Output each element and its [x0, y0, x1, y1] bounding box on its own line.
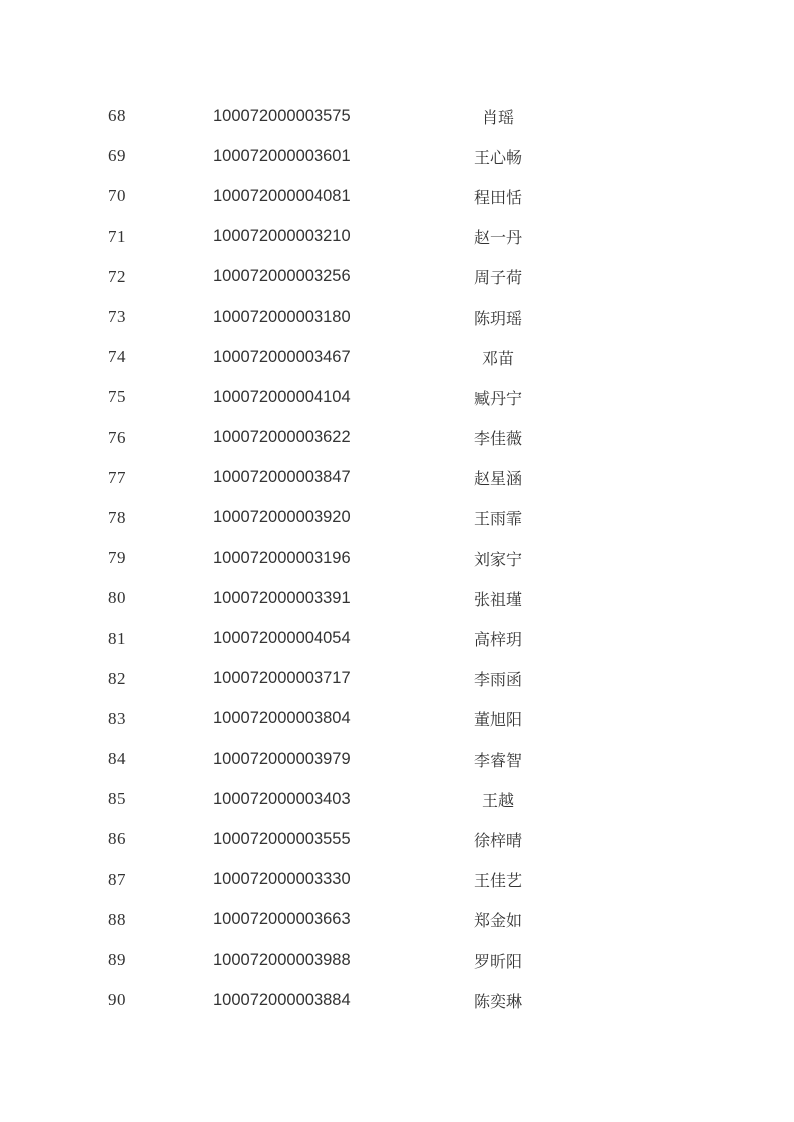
- candidate-id-cell: 100072000003601: [213, 146, 351, 165]
- candidate-name-cell: 董旭阳: [473, 712, 522, 730]
- table-row: [0, 337, 794, 377]
- row-number-cell: 87: [108, 869, 126, 889]
- table-row: [0, 659, 794, 699]
- row-number-cell: 84: [108, 749, 126, 769]
- candidate-name-cell: 赵星涵: [473, 471, 522, 489]
- row-number-cell: 86: [108, 829, 126, 849]
- row-number-cell: 83: [108, 708, 126, 728]
- row-number-cell: 85: [108, 789, 126, 809]
- roster-table: [0, 96, 794, 1020]
- row-number-cell: 90: [108, 990, 126, 1010]
- candidate-id-cell: 100072000003847: [213, 468, 351, 487]
- candidate-id-cell: 100072000003884: [213, 990, 351, 1009]
- candidate-id-cell: 100072000003467: [213, 347, 351, 366]
- table-row: [0, 297, 794, 337]
- candidate-name-cell: 王心畅: [473, 149, 522, 167]
- row-number-cell: 70: [108, 186, 126, 206]
- candidate-id-cell: 100072000003196: [213, 548, 351, 567]
- candidate-name-cell: 周子荷: [473, 270, 522, 288]
- candidate-name-cell: 刘家宁: [473, 551, 522, 569]
- candidate-name-cell: 陈玥瑶: [473, 310, 522, 328]
- candidate-id-cell: 100072000003988: [213, 950, 351, 969]
- row-number-cell: 71: [108, 226, 126, 246]
- table-row: [0, 618, 794, 658]
- candidate-id-cell: 100072000003403: [213, 789, 351, 808]
- candidate-id-cell: 100072000004081: [213, 186, 351, 205]
- row-number-cell: 80: [108, 588, 126, 608]
- table-row: [0, 498, 794, 538]
- table-row: [0, 176, 794, 216]
- candidate-name-cell: 李雨函: [473, 672, 522, 690]
- candidate-name-cell: 郑金如: [473, 913, 522, 931]
- row-number-cell: 88: [108, 909, 126, 929]
- candidate-id-cell: 100072000003979: [213, 749, 351, 768]
- table-row: [0, 578, 794, 618]
- candidate-name-cell: 肖瑶: [481, 109, 514, 127]
- candidate-id-cell: 100072000003256: [213, 267, 351, 286]
- row-number-cell: 68: [108, 106, 126, 126]
- table-row: [0, 136, 794, 176]
- table-row: [0, 377, 794, 417]
- candidate-name-cell: 罗昕阳: [473, 953, 522, 971]
- row-number-cell: 73: [108, 307, 126, 327]
- candidate-name-cell: 程田恬: [473, 189, 522, 207]
- table-row: [0, 940, 794, 980]
- candidate-id-cell: 100072000003663: [213, 910, 351, 929]
- table-row: [0, 860, 794, 900]
- row-number-cell: 74: [108, 347, 126, 367]
- table-row: [0, 458, 794, 498]
- table-row: [0, 819, 794, 859]
- candidate-id-cell: 100072000004054: [213, 629, 351, 648]
- table-row: [0, 538, 794, 578]
- row-number-cell: 69: [108, 146, 126, 166]
- candidate-id-cell: 100072000003920: [213, 508, 351, 527]
- candidate-name-cell: 王雨霏: [473, 511, 522, 529]
- candidate-id-cell: 100072000003575: [213, 106, 351, 125]
- candidate-name-cell: 张祖瑾: [473, 591, 522, 609]
- candidate-name-cell: 王佳艺: [473, 873, 522, 891]
- candidate-id-cell: 100072000003804: [213, 709, 351, 728]
- table-row: [0, 900, 794, 940]
- candidate-id-cell: 100072000003717: [213, 669, 351, 688]
- table-row: [0, 96, 794, 136]
- candidate-id-cell: 100072000004104: [213, 387, 351, 406]
- row-number-cell: 79: [108, 548, 126, 568]
- row-number-cell: 77: [108, 467, 126, 487]
- candidate-id-cell: 100072000003555: [213, 829, 351, 848]
- table-row: [0, 739, 794, 779]
- table-row: [0, 980, 794, 1020]
- row-number-cell: 89: [108, 950, 126, 970]
- candidate-name-cell: 徐梓晴: [473, 832, 522, 850]
- row-number-cell: 78: [108, 507, 126, 527]
- table-row: [0, 779, 794, 819]
- row-number-cell: 72: [108, 266, 126, 286]
- row-number-cell: 76: [108, 427, 126, 447]
- table-row: [0, 257, 794, 297]
- row-number-cell: 75: [108, 387, 126, 407]
- candidate-id-cell: 100072000003391: [213, 588, 351, 607]
- candidate-name-cell: 邓苗: [481, 350, 514, 368]
- table-row: [0, 699, 794, 739]
- candidate-name-cell: 李睿智: [473, 752, 522, 770]
- candidate-name-cell: 李佳薇: [473, 431, 522, 449]
- candidate-id-cell: 100072000003210: [213, 227, 351, 246]
- candidate-id-cell: 100072000003180: [213, 307, 351, 326]
- row-number-cell: 81: [108, 628, 126, 648]
- table-row: [0, 217, 794, 257]
- candidate-name-cell: 陈奕琳: [473, 993, 522, 1011]
- candidate-name-cell: 王越: [481, 792, 514, 810]
- row-number-cell: 82: [108, 668, 126, 688]
- candidate-id-cell: 100072000003330: [213, 870, 351, 889]
- candidate-id-cell: 100072000003622: [213, 428, 351, 447]
- table-row: [0, 418, 794, 458]
- candidate-name-cell: 赵一丹: [473, 230, 522, 248]
- candidate-name-cell: 臧丹宁: [473, 390, 522, 408]
- candidate-name-cell: 高梓玥: [473, 632, 522, 650]
